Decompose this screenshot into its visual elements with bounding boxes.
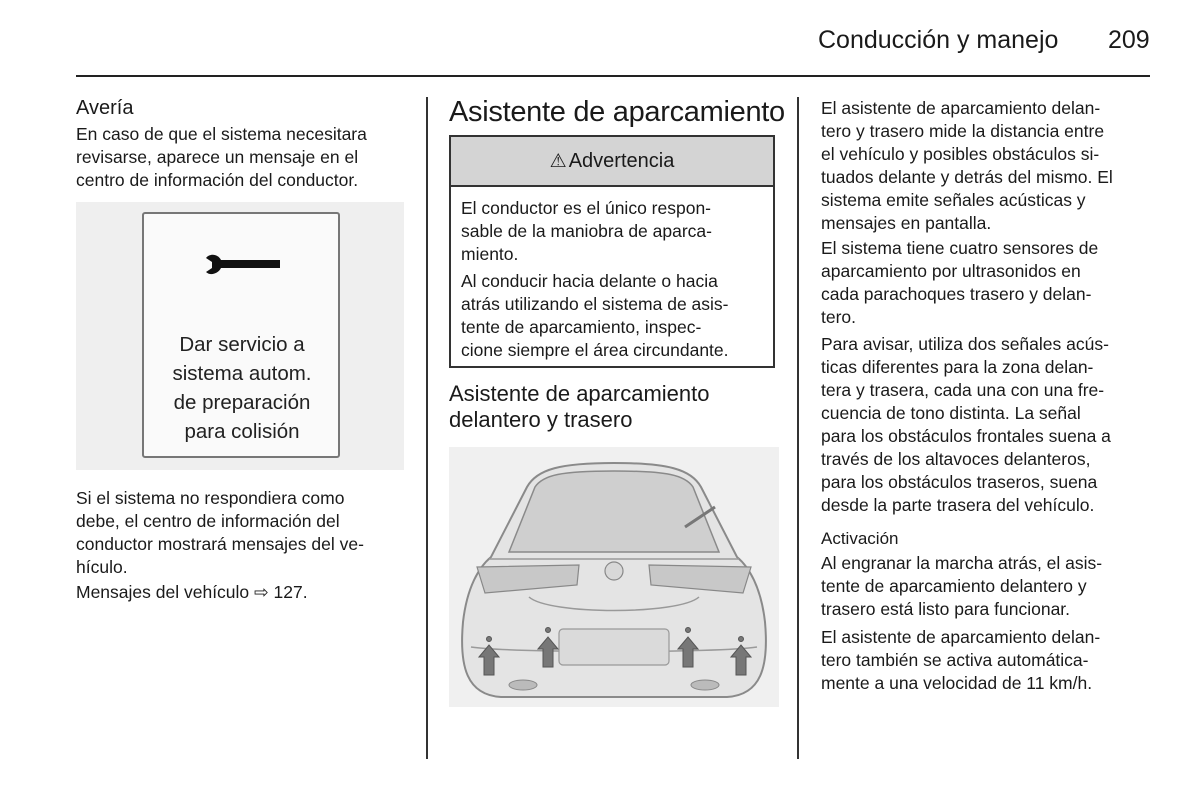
display-message: Dar servicio a sistema autom. de preparación para colisión	[172, 333, 312, 443]
section-heading-averia: Avería	[76, 97, 134, 119]
car-rear-svg	[449, 447, 779, 707]
section-heading-parking-assist: Asistente de aparcamiento	[449, 96, 785, 128]
warning-body	[451, 187, 773, 362]
averia-intro-paragraph: En caso de que el sistema necesitara revisarse, aparece un mensaje en el centro de información del conductor.	[76, 124, 367, 190]
subheading-activation: Activación	[821, 529, 899, 548]
running-header-title: Conducción y manejo	[818, 26, 1059, 54]
right-paragraph-4: Al engranar la marcha atrás, el asis- tente de aparcamiento delantero y trasero está listo para funcionar.	[821, 553, 1103, 619]
right-paragraph-3: Para avisar, utiliza dos señales acús- ticas diferentes para la zona delan- tera y trasera, cada una con una fre- cuencia de tono distinta. La señal para los obstáculos frontales suena a través de los altavoces delanteros, para los obstáculos traseros, suena desde la parte trasera del vehículo.	[821, 334, 1111, 515]
car-rear-illustration	[449, 447, 779, 707]
subheading-front-rear-parking-assist: Asistente de aparcamiento delantero y trasero	[449, 381, 710, 432]
column-divider-right	[797, 97, 799, 759]
warning-header	[451, 137, 773, 187]
right-paragraph-2: El sistema tiene cuatro sensores de aparcamiento por ultrasonidos en cada parachoques trasero y delan- tero.	[821, 238, 1099, 327]
warning-paragraph-1: El conductor es el único respon- sable de la maniobra de aparca- miento.	[461, 198, 712, 264]
header-divider	[76, 75, 1150, 77]
driver-info-display	[142, 212, 340, 458]
wrench-icon	[204, 254, 282, 278]
warning-box	[449, 135, 775, 368]
column-divider-left	[426, 97, 428, 759]
warning-title: Advertencia	[568, 149, 675, 172]
warning-paragraph-2: Al conducir hacia delante o hacia atrás utilizando el sistema de asis- tente de aparcamiento, inspec- cione siempre el área circundante.	[461, 271, 729, 360]
right-paragraph-5: El asistente de aparcamiento delan- tero también se activa automática- mente a una velocidad de 11 km/h.	[821, 627, 1101, 693]
warning-triangle-icon: ⚠	[549, 150, 567, 172]
vehicle-messages-reference: Mensajes del vehículo ⇨ 127.	[76, 582, 308, 602]
right-paragraph-1: El asistente de aparcamiento delan- tero y trasero mide la distancia entre el vehículo y posibles obstáculos si- tuados delante y detrás del mismo. El sistema emite señales acústicas y mensajes en pantalla.	[821, 98, 1113, 233]
averia-paragraph-1: Si el sistema no respondiera como debe, el centro de información del conductor mostrará mensajes del ve- hículo.	[76, 488, 364, 577]
page-number: 209	[1108, 26, 1150, 54]
